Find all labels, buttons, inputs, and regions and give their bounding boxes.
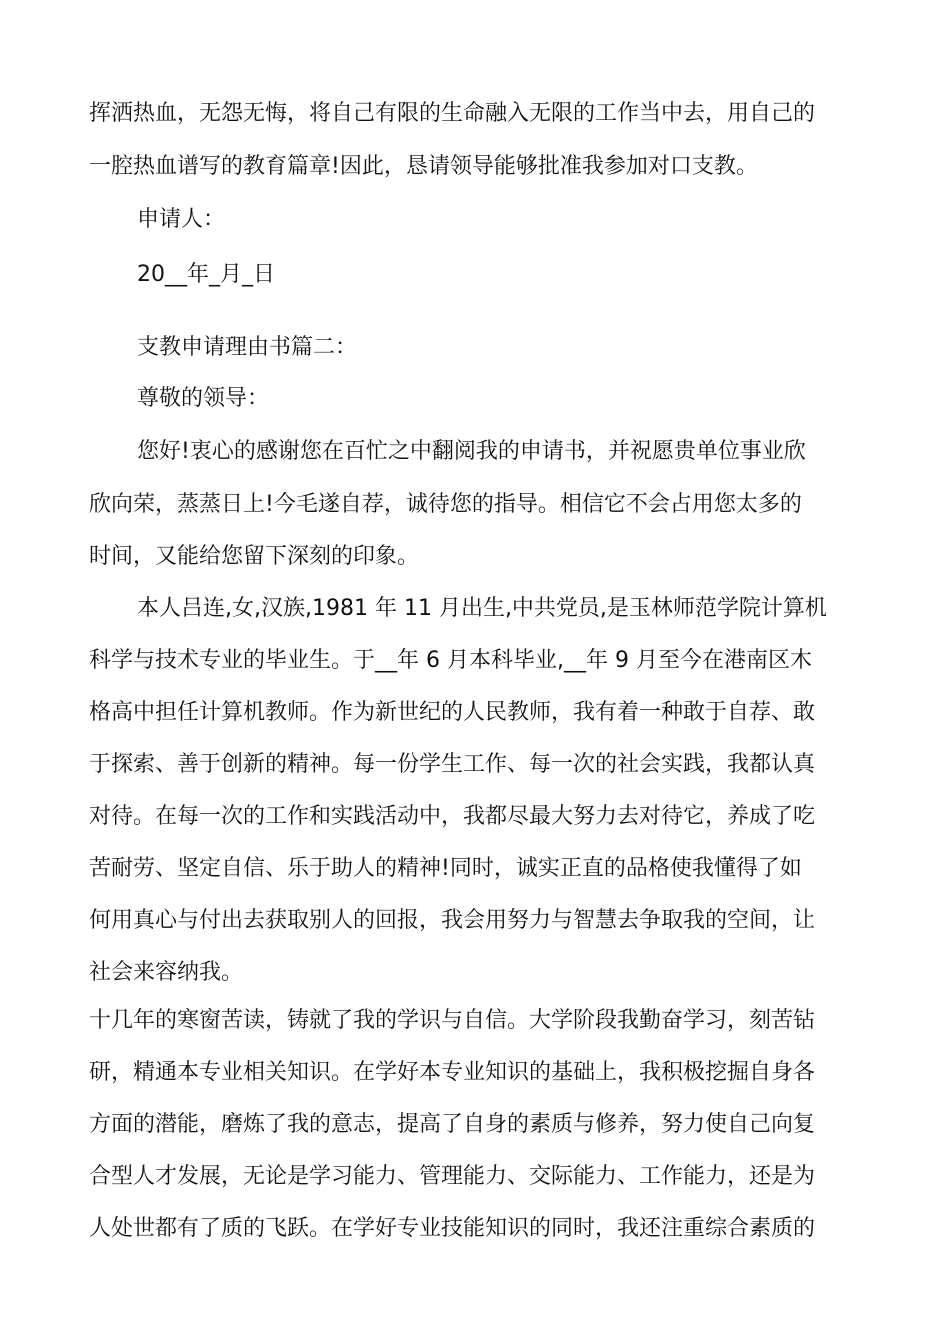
text-line: 研，精通本专业相关知识。在学好本专业知识的基础上，我积极挖掘自身各 xyxy=(89,1060,816,1085)
text-line: 时间，又能给您留下深刻的印象。 xyxy=(89,544,420,569)
text-line: 欣向荣，蒸蒸日上!今毛遂自荐，诚待您的指导。相信它不会占用您太多的 xyxy=(89,492,802,517)
section-title: 支教申请理由书篇二： xyxy=(137,335,358,360)
text-line: 您好!衷心的感谢您在百忙之中翻阅我的申请书，并祝愿贵单位事业欣 xyxy=(137,439,806,464)
text-line: 合型人才发展，无论是学习能力、管理能力、交际能力、工作能力，还是为 xyxy=(89,1164,816,1189)
text-line: 人处世都有了质的飞跃。在学好专业技能知识的同时，我还注重综合素质的 xyxy=(89,1216,816,1241)
applicant-label: 申请人： xyxy=(137,207,226,232)
text-line: 格高中担任计算机教师。作为新世纪的人民教师，我有着一种敢于自荐、敢 xyxy=(89,700,816,725)
date-line: 20__年_月_日 xyxy=(137,262,275,287)
salutation: 尊敬的领导： xyxy=(137,386,270,411)
text-line: 本人吕连,女,汉族,1981 年 11 月出生,中共党员,是玉林师范学院计算机 xyxy=(137,596,827,621)
text-line: 十几年的寒窗苦读，铸就了我的学识与自信。大学阶段我勤奋学习，刻苦钻 xyxy=(89,1008,816,1033)
text-line: 何用真心与付出去获取别人的回报，我会用努力与智慧去争取我的空间，让 xyxy=(89,908,816,933)
text-line: 一腔热血谱写的教育篇章!因此，恳请领导能够批准我参加对口支教。 xyxy=(89,154,758,179)
text-line: 挥洒热血，无怨无悔，将自己有限的生命融入无限的工作当中去，用自己的 xyxy=(89,101,816,126)
text-line: 社会来容纳我。 xyxy=(89,960,244,985)
text-line: 苦耐劳、坚定自信、乐于助人的精神!同时，诚实正直的品格使我懂得了如 xyxy=(89,856,802,881)
text-line: 于探索、善于创新的精神。每一份学生工作、每一次的社会实践，我都认真 xyxy=(89,752,816,777)
text-line: 对待。在每一次的工作和实践活动中，我都尽最大努力去对待它，养成了吃 xyxy=(89,804,816,829)
text-line: 科学与技术专业的毕业生。于__年 6 月本科毕业,__年 9 月至今在港南区木 xyxy=(89,648,812,673)
text-line: 方面的潜能，磨炼了我的意志，提高了自身的素质与修养，努力使自己向复 xyxy=(89,1112,816,1137)
